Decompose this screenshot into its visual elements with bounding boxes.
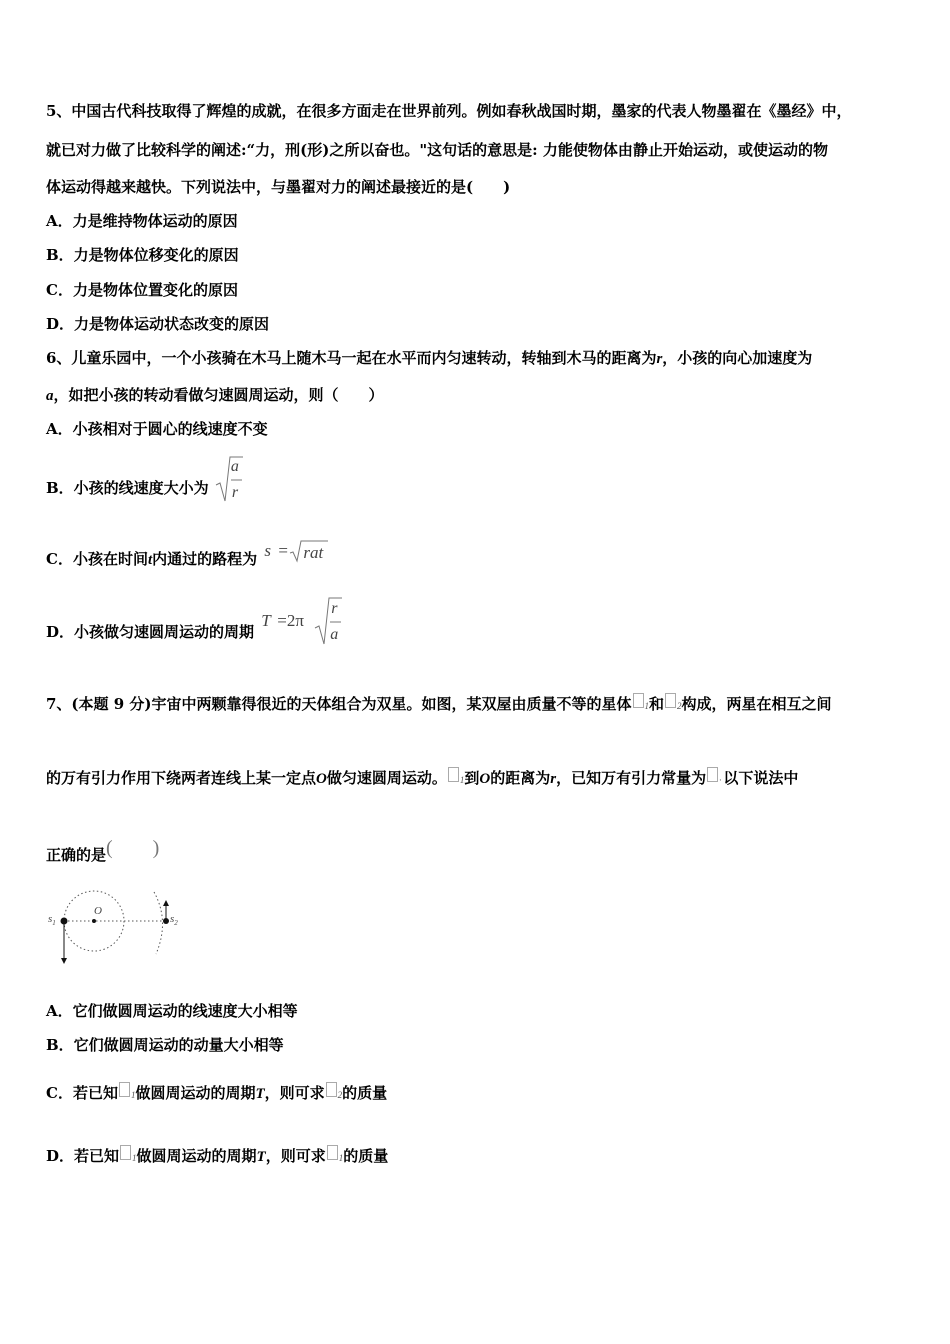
q7-stem-line3: 正确的是( )	[46, 837, 160, 864]
missing-symbol-icon	[448, 767, 459, 782]
q6-option-d: D．小孩做匀速圆周运动的周期 T =2π r a	[46, 596, 347, 648]
binary-star-diagram	[46, 888, 186, 968]
q5-option-b: B．力是物体位移变化的原因	[46, 246, 239, 264]
fig-label-s1: $s_1$	[48, 913, 56, 928]
fig-label-o: O	[94, 905, 102, 917]
binary-star-figure	[46, 888, 186, 968]
q6-option-b: B．小孩的线速度大小为 a r	[46, 455, 244, 505]
fig-label-s2: $s_2$	[170, 913, 178, 928]
q7-option-a: A．它们做圆周运动的线速度大小相等	[46, 1002, 298, 1020]
missing-symbol-icon	[327, 1145, 338, 1160]
q7-stem-line1: 7、(本题 9 分)宇宙中两颗靠得很近的天体组合为双星。如图，某双屋由质量不等的星体 1和 2构成，两星在相互之间	[46, 695, 832, 713]
q6-option-a: A．小孩相对于圆心的线速度不变	[46, 420, 268, 438]
q6-optc-formula: s = rat	[262, 540, 332, 564]
q5-option-a: A．力是维持物体运动的原因	[46, 212, 238, 230]
q6-optb-sqrt-formula: a r	[214, 455, 244, 505]
missing-symbol-icon	[665, 693, 676, 708]
missing-symbol-icon	[120, 1145, 131, 1160]
q7-option-b: B．它们做圆周运动的动量大小相等	[46, 1036, 284, 1054]
q7-option-d: D．若已知 1做圆周运动的周期T，则可求 1的质量	[46, 1147, 389, 1165]
q6-stem-line2: a，如把小孩的转动看做匀速圆周运动，则（ ）	[46, 386, 384, 404]
q5-stem-line2: 就已对力做了比较科学的阐述:“力，刑(形)之所以奋也。"这句话的意思是: 力能使物体由静止开始运动，或使运动的物	[46, 141, 828, 159]
q5-option-d: D．力是物体运动状态改变的原因	[46, 315, 270, 333]
missing-symbol-icon	[326, 1082, 337, 1097]
q6-optd-formula: T =2π r a	[259, 596, 347, 648]
sqrt-sign-icon	[214, 455, 244, 505]
missing-symbol-icon	[119, 1082, 130, 1097]
q5-option-c: C．力是物体位置变化的原因	[46, 281, 238, 299]
q7-stem-line2: 的万有引力作用下绕两者连线上某一定点O做匀速圆周运动。 1到O的距离为r，已知万有引力常量为 · 以下说法中	[46, 769, 799, 787]
q6-option-c: C．小孩在时间t内通过的路程为 s = rat	[46, 540, 332, 564]
q5-stem-line1: 5、中国古代科技取得了辉煌的成就，在很多方面走在世界前列。例如春秋战国时期，墨家的代表人物墨翟在《墨经》中，	[46, 102, 852, 120]
q7-option-c: C．若已知 1做圆周运动的周期T，则可求 2的质量	[46, 1084, 388, 1102]
missing-symbol-icon	[707, 767, 718, 782]
missing-symbol-icon	[633, 693, 644, 708]
q6-stem-line1: 6、儿童乐园中，一个小孩骑在木马上随木马一起在水平而内匀速转动，转轴到木马的距离为r，小孩的向心加速度为	[46, 349, 813, 367]
q5-stem-line3: 体运动得越来越快。下列说法中，与墨翟对力的阐述最接近的是( )	[46, 178, 511, 196]
